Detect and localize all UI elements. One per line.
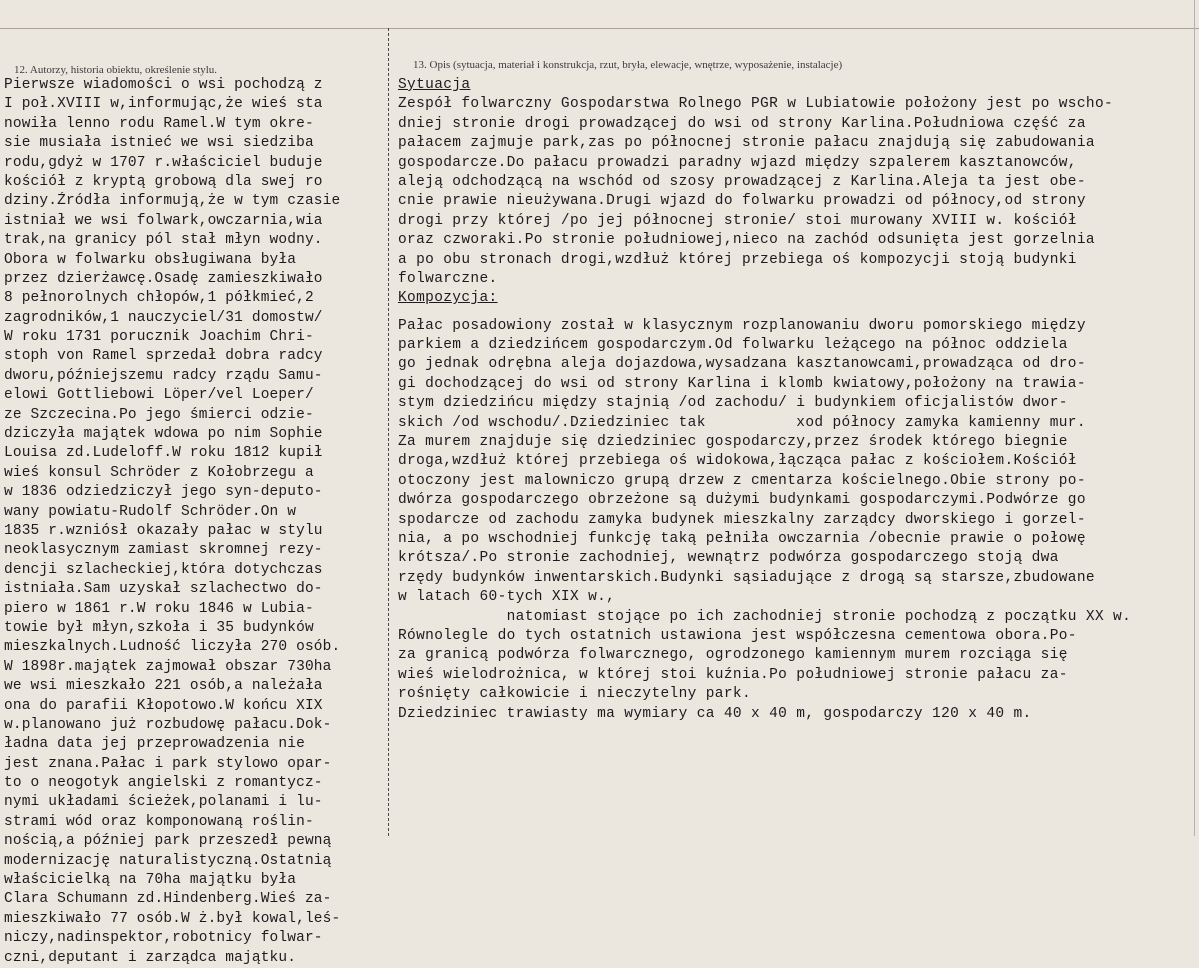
text-line: mieszkiwało 77 osób.W ż.był kowal,leś- bbox=[4, 910, 341, 927]
text-line: W 1898r.majątek zajmował obszar 730ha bbox=[4, 658, 332, 675]
text-line: czni,deputant i zarządca majątku. bbox=[4, 949, 297, 966]
text-line: Louisa zd.Ludeloff.W roku 1812 kupił bbox=[4, 445, 323, 462]
history-column bbox=[4, 76, 384, 968]
text-line: gi dochodzącej do wsi od strony Karlina i klomb kwiatowy,położony na trawia- bbox=[398, 375, 1086, 392]
text-line: neoklasycznym zamiast skromnej rezy- bbox=[4, 542, 323, 559]
situation-text bbox=[398, 95, 1193, 289]
text-line: droga,wzdłuż której przebiega oś widokowa,łącząca pałac z kościołem.Kościół bbox=[398, 453, 1077, 470]
text-line: rzędy budynków inwentarskich.Budynki sąsiadujące z drogą są starsze,zbudowane bbox=[398, 569, 1095, 586]
text-line: skich /od wschodu/.Dziedziniec tak xod północy zamyka kamienny mur. bbox=[398, 414, 1086, 431]
text-line: cnie prawie nieużywana.Drugi wjazd do folwarku prowadzi od północy,od strony bbox=[398, 193, 1086, 210]
text-line: jest znana.Pałac i park stylowo opar- bbox=[4, 755, 332, 772]
text-line: w 1836 odziedziczył jego syn-deputo- bbox=[4, 484, 323, 501]
text-line: wieś wielodrożnica, w której stoi kuźnia.Po południowej stronie pałacu za- bbox=[398, 666, 1068, 683]
text-line: parkiem a dziedzińcem gospodarczym.Od folwarku leżącego na północ oddziela bbox=[398, 337, 1068, 354]
text-line: niczy,nadinspektor,robotnicy folwar- bbox=[4, 930, 323, 947]
right-column-header: 13. Opis (sytuacja, materiał i konstrukcja, rzut, bryła, elewacje, wnętrze, wyposażenie, instalacje) bbox=[413, 59, 843, 71]
text-line: dworu,późniejszemu radcy rządu Samu- bbox=[4, 367, 323, 384]
text-line: towie był młyn,szkoła i 35 budynków bbox=[4, 619, 314, 636]
text-line: rodu,gdyż w 1707 r.właściciel buduje bbox=[4, 154, 323, 171]
text-line: sie musiała istnieć we wsi siedziba bbox=[4, 135, 314, 152]
text-line: Obora w folwarku obsługiwana była bbox=[4, 251, 297, 268]
text-line: krótsza/.Po stronie zachodniej, wewnątrz podwórza gospodarczego stoją dwa bbox=[398, 550, 1059, 567]
composition-text bbox=[398, 317, 1193, 724]
text-line: istniał we wsi folwark,owczarnia,wia bbox=[4, 212, 323, 229]
text-line: elowi Gottliebowi Löper/vel Loeper/ bbox=[4, 387, 314, 404]
text-line: dencji szlacheckiej,która dotychczas bbox=[4, 561, 323, 578]
text-line: dziczyła majątek wdowa po nim Sophie bbox=[4, 426, 323, 443]
text-line: pałacem zajmuje park,zas po północnej stronie pałacu znajdują się zabudowania bbox=[398, 135, 1095, 152]
text-line: modernizację naturalistyczną.Ostatnią bbox=[4, 852, 332, 869]
text-line: go jednak odrębna aleja dojazdowa,wysadzana kasztanowcami,prowadząca od dro- bbox=[398, 356, 1086, 373]
text-line: a po obu stronach drogi,wzdłuż której przebiega oś kompozycji stoją budynki bbox=[398, 251, 1077, 268]
text-line: przez dzierżawcę.Osadę zamieszkiwało bbox=[4, 270, 323, 287]
text-line: zagrodników,1 nauczyciel/31 domostw/ bbox=[4, 309, 323, 326]
text-line: nymi układami ścieżek,polanami i lu- bbox=[4, 794, 323, 811]
text-line: Dziedziniec trawiasty ma wymiary ca 40 x 40 m, gospodarczy 120 x 40 m. bbox=[398, 705, 1032, 722]
text-line: wieś konsul Schröder z Kołobrzegu a bbox=[4, 464, 314, 481]
text-line: we wsi mieszkało 221 osób,a należała bbox=[4, 678, 323, 695]
text-line: aleją odchodzącą na wschód od szosy prowadzącej z Karlina.Aleja ta jest obe- bbox=[398, 173, 1086, 190]
text-line: gospodarcze.Do pałacu prowadzi paradny wjazd między szpalerem kasztanowców, bbox=[398, 154, 1077, 171]
text-line: Za murem znajduje się dziedziniec gospodarczy,przez środek którego biegnie bbox=[398, 434, 1068, 451]
text-line: piero w 1861 r.W roku 1846 w Lubia- bbox=[4, 600, 314, 617]
text-line: stym dziedzińcu między stajnią /od zachodu/ i budynkiem oficjalistów dwor- bbox=[398, 395, 1068, 412]
text-line: Pałac posadowiony został w klasycznym rozplanowaniu dworu pomorskiego między bbox=[398, 317, 1086, 334]
text-line: natomiast stojące po ich zachodniej stronie pochodzą z początku XX w. bbox=[398, 608, 1132, 625]
text-line: strami wód oraz komponowaną roślin- bbox=[4, 813, 314, 830]
text-line: folwarczne. bbox=[398, 270, 498, 287]
text-line: nością,a później park przeszedł pewną bbox=[4, 833, 332, 850]
text-line: otoczony jest malowniczo grupą drzew z cmentarza kościelnego.Obie strony po- bbox=[398, 472, 1086, 489]
text-line: istniała.Sam uzyskał szlachectwo do- bbox=[4, 581, 323, 598]
text-line: w latach 60-tych XIX w., bbox=[398, 589, 616, 606]
text-line: oraz czworaki.Po stronie południowej,nieco na zachód odsunięta jest gorzelnia bbox=[398, 232, 1095, 249]
text-line: W roku 1731 porucznik Joachim Chri- bbox=[4, 329, 314, 346]
text-line: 1835 r.wzniósł okazały pałac w stylu bbox=[4, 522, 323, 539]
text-line: stoph von Ramel sprzedał dobra radcy bbox=[4, 348, 323, 365]
text-line: kościół z kryptą grobową dla swej ro bbox=[4, 173, 323, 190]
text-line: w.planowano już rozbudowę pałacu.Dok- bbox=[4, 716, 332, 733]
text-line: 8 pełnorolnych chłopów,1 półkmieć,2 bbox=[4, 290, 314, 307]
text-line: ona do parafii Kłopotowo.W końcu XIX bbox=[4, 697, 323, 714]
section-heading-composition: Kompozycja: bbox=[398, 290, 498, 307]
text-line: ładna data jej przeprowadzenia nie bbox=[4, 736, 305, 753]
text-line: dziny.Źródła informują,że w tym czasie bbox=[4, 193, 341, 210]
top-rule bbox=[0, 28, 1199, 29]
text-line: właścicielką na 70ha majątku była bbox=[4, 872, 297, 889]
text-line: nia, a po wschodniej funkcję taką pełniła owczarnia /obecnie prawie o połowę bbox=[398, 530, 1086, 547]
text-line: Równolegle do tych ostatnich ustawiona jest współczesna cementowa obora.Po- bbox=[398, 627, 1077, 644]
text-line: ze Szczecina.Po jego śmierci odzie- bbox=[4, 406, 314, 423]
text-line: za granicą podwórza folwarcznego, ogrodzonego kamiennym murem rozciąga się bbox=[398, 647, 1068, 664]
text-line: Zespół folwarczny Gospodarstwa Rolnego PGR w Lubiatowie położony jest po wscho- bbox=[398, 96, 1114, 113]
right-edge-rule bbox=[1194, 0, 1195, 836]
description-column bbox=[398, 76, 1193, 724]
text-line: wany powiatu-Rudolf Schröder.On w bbox=[4, 503, 297, 520]
column-divider bbox=[388, 28, 389, 836]
text-line: Clara Schumann zd.Hindenberg.Wieś za- bbox=[4, 891, 332, 908]
left-column-header: 12. Autorzy, historia obiektu, określenie stylu. bbox=[14, 64, 218, 76]
text-line: to o neogotyk angielski z romantycz- bbox=[4, 775, 323, 792]
text-line: nowiła lenno rodu Ramel.W tym okre- bbox=[4, 115, 314, 132]
text-line: spodarcze od zachodu zamyka budynek mieszkalny zarządcy dworskiego i gorzel- bbox=[398, 511, 1086, 528]
text-line: drogi przy której /po jej północnej stronie/ stoi murowany XVIII w. kościół bbox=[398, 212, 1077, 229]
text-line: Pierwsze wiadomości o wsi pochodzą z bbox=[4, 77, 323, 93]
text-line: dniej stronie drogi prowadzącej do wsi od strony Karlina.Południowa część za bbox=[398, 115, 1086, 132]
text-line: trak,na granicy pól stał młyn wodny. bbox=[4, 232, 323, 249]
text-line: mieszkalnych.Ludność liczyła 270 osób. bbox=[4, 639, 341, 656]
text-line: I poł.XVIII w,informując,że wieś sta bbox=[4, 96, 323, 113]
section-heading-situation: Sytuacja bbox=[398, 77, 471, 93]
text-line: rośnięty całkowicie i nieczytelny park. bbox=[398, 686, 752, 703]
text-line: dwórza gospodarczego obrzeżone są dużymi budynkami gospodarczymi.Podwórze go bbox=[398, 492, 1086, 509]
